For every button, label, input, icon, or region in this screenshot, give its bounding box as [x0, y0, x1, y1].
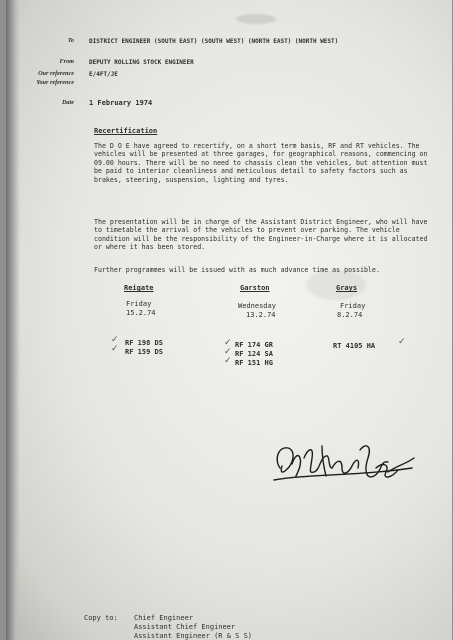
check-mark-icon: ✓: [224, 338, 232, 348]
to-value: DISTRICT ENGINEER (SOUTH EAST) (SOUTH WEST) (NORTH EAST) (NORTH WEST): [89, 38, 339, 45]
copy-recipient: Assistant Engineer (R & S S): [134, 632, 253, 640]
date-garston: 13.2.74: [246, 311, 276, 319]
check-mark-icon: ✓: [398, 337, 406, 347]
date-label: Date: [61, 99, 74, 106]
vehicle-entry: RF 124 SA: [235, 350, 273, 358]
our-reference-value: E/4FT/JE: [89, 71, 118, 78]
vehicle-entry: RF 174 GR: [235, 341, 273, 349]
from-label: From: [59, 58, 74, 65]
day-garston: Wednesday: [238, 302, 276, 310]
day-reigate: Friday: [126, 300, 152, 308]
copy-to-label: Copy to:: [84, 614, 118, 622]
date-grays: 8.2.74: [337, 311, 363, 319]
date-value: 1 February 1974: [89, 99, 153, 107]
paragraph-presentation: The presentation will be in charge of the Assistant District Engineer, who will have to timetable the arrival of the vehicles to prevent over parking. The vehicle condition will be the responsibility of the Engineer-in-Charge where it is allocated or where it has been stored.: [94, 218, 428, 252]
vehicle-entry: RF 159 DS: [125, 348, 163, 356]
scan-smudge: [236, 14, 276, 24]
copy-recipient: Assistant Chief Engineer: [134, 623, 236, 631]
scan-edge-shadow: [6, 0, 20, 640]
garage-heading-reigate: Reigate: [124, 284, 154, 292]
copy-recipient: Chief Engineer: [134, 614, 194, 622]
paragraph-recertify: The D O E have agreed to recertify, on a short term basis, RF and RT vehicles. The vehicles will be presented at three garages, for geographical reasons, commencing on 09.00 hours. There will be no need to chassis clean the vehicles, but attention must be paid to interior cleanliness and meticulous detail to safety factors such as brakes, steering, suspension, lighting and tyres.: [94, 142, 428, 184]
from-value: DEPUTY ROLLING STOCK ENGINEER: [89, 59, 194, 66]
vehicle-entry: RF 198 DS: [125, 339, 163, 347]
your-reference-label: Your reference: [36, 79, 74, 86]
check-mark-icon: ✓: [111, 335, 119, 345]
check-mark-icon: ✓: [111, 344, 119, 354]
memo-title: Recertification: [94, 127, 158, 135]
garage-heading-grays: Grays: [336, 284, 358, 292]
vehicle-entry: RF 151 HG: [235, 359, 273, 367]
paragraph-further-programmes: Further programmes will be issued with as much advance time as possible.: [94, 266, 380, 274]
vehicle-entry: RT 4105 HA: [333, 342, 376, 350]
day-grays: Friday: [340, 302, 366, 310]
memo-page: [6, 0, 452, 640]
garage-heading-garston: Garston: [240, 284, 270, 292]
date-reigate: 15.2.74: [126, 309, 156, 317]
check-mark-icon: ✓: [224, 347, 232, 357]
our-reference-label: Our reference: [38, 70, 74, 77]
to-label: To: [67, 37, 74, 44]
check-mark-icon: ✓: [224, 356, 232, 366]
handwritten-signature: [268, 428, 418, 513]
